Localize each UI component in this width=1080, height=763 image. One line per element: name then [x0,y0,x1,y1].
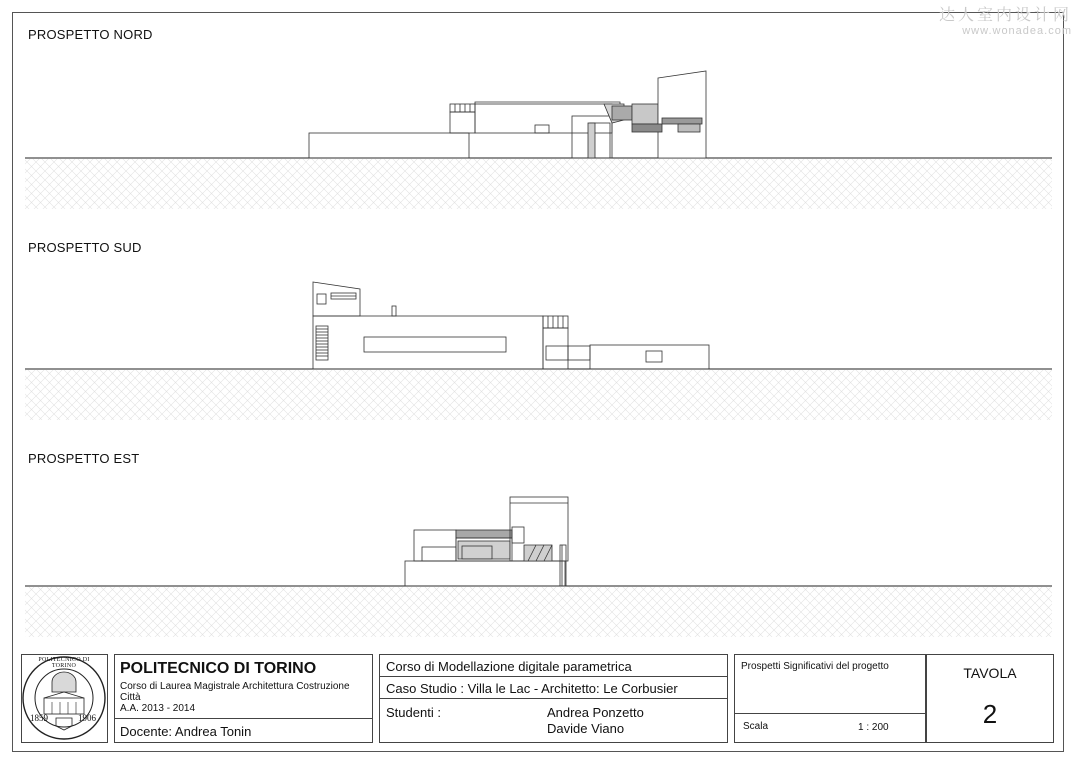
watermark-url: www.wonadea.com [962,25,1072,37]
academic-year: A.A. 2013 - 2014 [120,703,196,714]
students-label: Studenti : [386,705,441,720]
school-name: POLITECNICO DI TORINO [120,660,317,677]
teacher-name: Docente: Andrea Tonin [120,724,252,739]
student-name-1: Andrea Ponzetto [547,705,644,720]
sheet-content: Prospetti Significativi del progetto [741,661,889,672]
low-wall-north [309,133,469,158]
course-divider-1 [379,676,728,677]
case-study: Caso Studio : Villa le Lac - Architetto: Le Corbusier [386,681,678,696]
elevation-east [25,497,1052,637]
content-divider [734,713,926,714]
student-name-2: Davide Viano [547,721,625,736]
ribbon-window-south [364,337,506,352]
scale-label: Scala [743,721,769,732]
ground-hatch-east [25,587,1052,637]
course-name-line1: Corso di Laurea Magistrale Architettura Costruzione [120,681,350,692]
sheet-number: 2 [982,699,998,729]
subject-title: Corso di Modellazione digitale parametrica [386,659,632,674]
course-divider-2 [379,698,728,699]
ground-hatch-south [25,370,1052,420]
seal-top-text: POLITECNICO DI TORINO [38,657,90,669]
main-volume-south [313,316,543,369]
scale-value: 1 : 200 [858,722,889,733]
elevation-title-east: PROSPETTO EST [28,451,140,466]
seal-year-left: 1859 [30,713,48,723]
course-name-line2: Città [120,692,141,703]
elevation-south [25,282,1052,420]
base-volume-east [405,561,565,586]
seal-year-right: 1906 [78,713,96,723]
elevation-title-north: PROSPETTO NORD [28,27,153,42]
watermark-title: 达人室内设计网 [938,5,1072,24]
elevation-north [25,71,1052,209]
teacher-divider [114,718,373,719]
titleblock-seal-frame [21,654,108,743]
sheet-label: TAVOLA [963,665,1017,681]
ground-hatch-north [25,159,1052,209]
tall-volume-north [658,71,706,158]
elevation-title-south: PROSPETTO SUD [28,240,142,255]
